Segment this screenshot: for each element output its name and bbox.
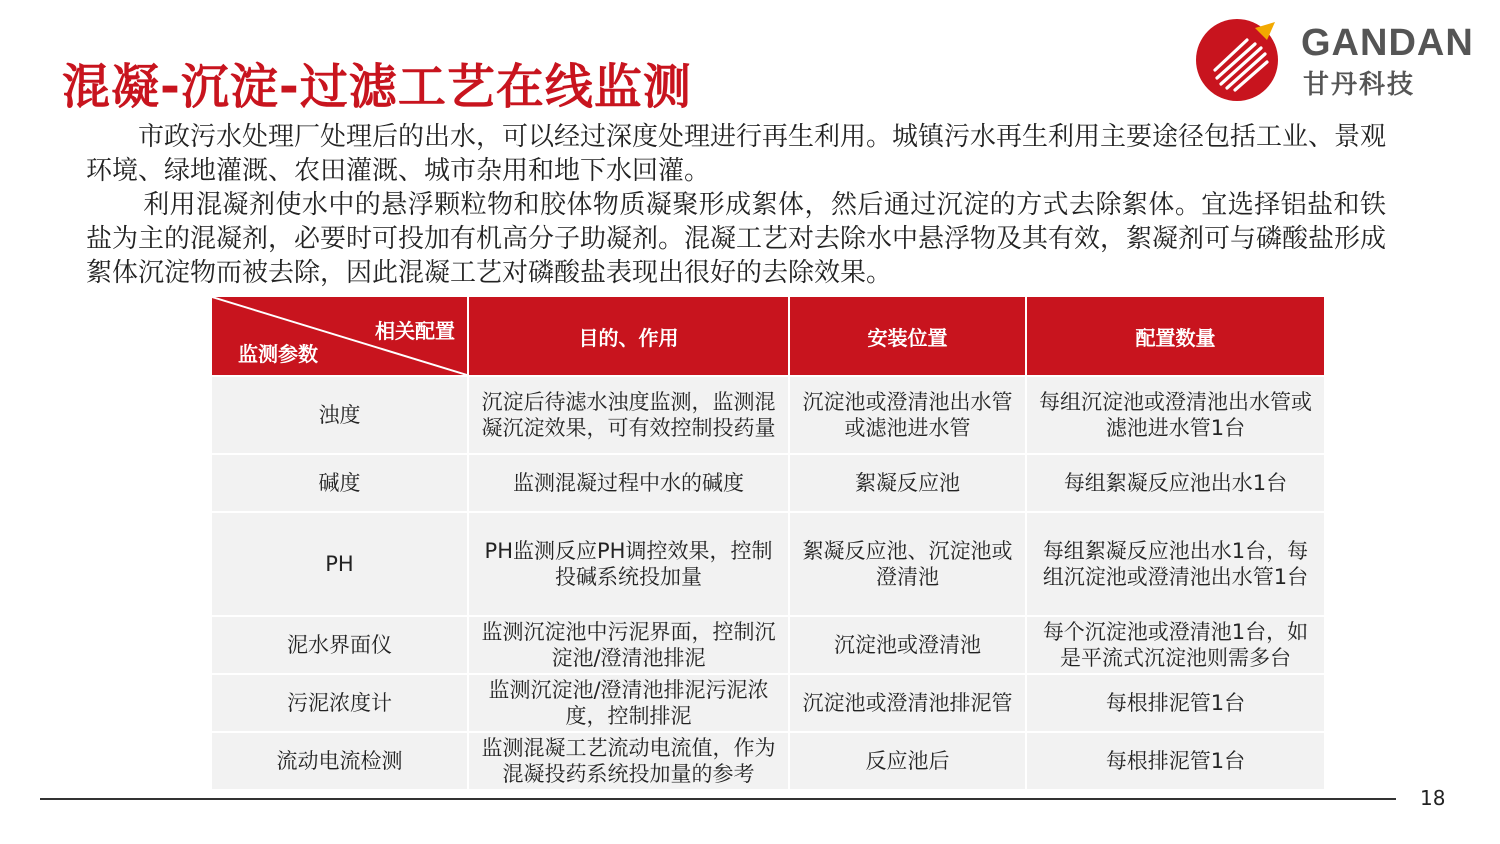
table-row: [211, 376, 1325, 454]
location-cell: 反应池后: [789, 732, 1026, 790]
header-location: 安装位置: [789, 296, 1026, 376]
param-cell: 污泥浓度计: [211, 674, 468, 732]
location-cell: 沉淀池或澄清池出水管或滤池进水管: [789, 376, 1026, 454]
monitoring-table: [210, 295, 1326, 791]
quantity-cell: 每组絮凝反应池出水1台: [1026, 454, 1325, 512]
table-header-row: [211, 296, 1325, 376]
location-cell: 沉淀池或澄清池排泥管: [789, 674, 1026, 732]
purpose-cell: 监测沉淀池中污泥界面，控制沉淀池/澄清池排泥: [468, 616, 789, 674]
page-title: 混凝-沉淀-过滤工艺在线监测: [62, 59, 692, 115]
table-row: [211, 616, 1325, 674]
purpose-cell: PH监测反应PH调控效果，控制投碱系统投加量: [468, 512, 789, 616]
param-cell: 碱度: [211, 454, 468, 512]
location-cell: 絮凝反应池: [789, 454, 1026, 512]
purpose-cell: 监测沉淀池/澄清池排泥污泥浓度，控制排泥: [468, 674, 789, 732]
page-number: 18: [1420, 786, 1446, 810]
logo-text-en: GANDAN: [1301, 22, 1474, 64]
logo-text-cn: 甘丹科技: [1303, 70, 1416, 100]
quantity-cell: 每组絮凝反应池出水1台，每组沉淀池或澄清池出水管1台: [1026, 512, 1325, 616]
location-cell: 絮凝反应池、沉淀池或澄清池: [789, 512, 1026, 616]
param-cell: PH: [211, 512, 468, 616]
paragraph: 利用混凝剂使水中的悬浮颗粒物和胶体物质凝聚形成絮体，然后通过沉淀的方式去除絮体。宜选择铝盐和铁盐为主的混凝剂，必要时可投加有机高分子助凝剂。混凝工艺对去除水中悬浮物及其有效，絮凝剂可与磷酸盐形成絮体沉淀物而被去除，因此混凝工艺对磷酸盐表现出很好的去除效果。: [86, 190, 1387, 288]
gandan-logo-icon: [1195, 18, 1279, 102]
header-purpose: 目的、作用: [468, 296, 789, 376]
location-cell: 沉淀池或澄清池: [789, 616, 1026, 674]
corner-header-cell: [211, 296, 468, 376]
table-row: [211, 454, 1325, 512]
corner-bottom-label: 监测参数: [238, 342, 318, 366]
purpose-cell: 监测混凝工艺流动电流值，作为混凝投药系统投加量的参考: [468, 732, 789, 790]
header-quantity: 配置数量: [1026, 296, 1325, 376]
purpose-cell: 沉淀后待滤水浊度监测，监测混凝沉淀效果，可有效控制投药量: [468, 376, 789, 454]
table-row: [211, 512, 1325, 616]
intro-text: [86, 120, 1386, 290]
paragraph: 市政污水处理厂处理后的出水，可以经过深度处理进行再生利用。城镇污水再生利用主要途径包括工业、景观环境、绿地灌溉、农田灌溉、城市杂用和地下水回灌。: [86, 122, 1387, 186]
company-logo: [1195, 18, 1495, 102]
quantity-cell: 每根排泥管1台: [1026, 732, 1325, 790]
table-row: [211, 732, 1325, 790]
table-row: [211, 674, 1325, 732]
param-cell: 流动电流检测: [211, 732, 468, 790]
param-cell: 浊度: [211, 376, 468, 454]
footer-divider: [40, 798, 1396, 800]
corner-top-label: 相关配置: [375, 319, 455, 343]
param-cell: 泥水界面仪: [211, 616, 468, 674]
quantity-cell: 每组沉淀池或澄清池出水管或滤池进水管1台: [1026, 376, 1325, 454]
quantity-cell: 每个沉淀池或澄清池1台，如是平流式沉淀池则需多台: [1026, 616, 1325, 674]
purpose-cell: 监测混凝过程中水的碱度: [468, 454, 789, 512]
quantity-cell: 每根排泥管1台: [1026, 674, 1325, 732]
